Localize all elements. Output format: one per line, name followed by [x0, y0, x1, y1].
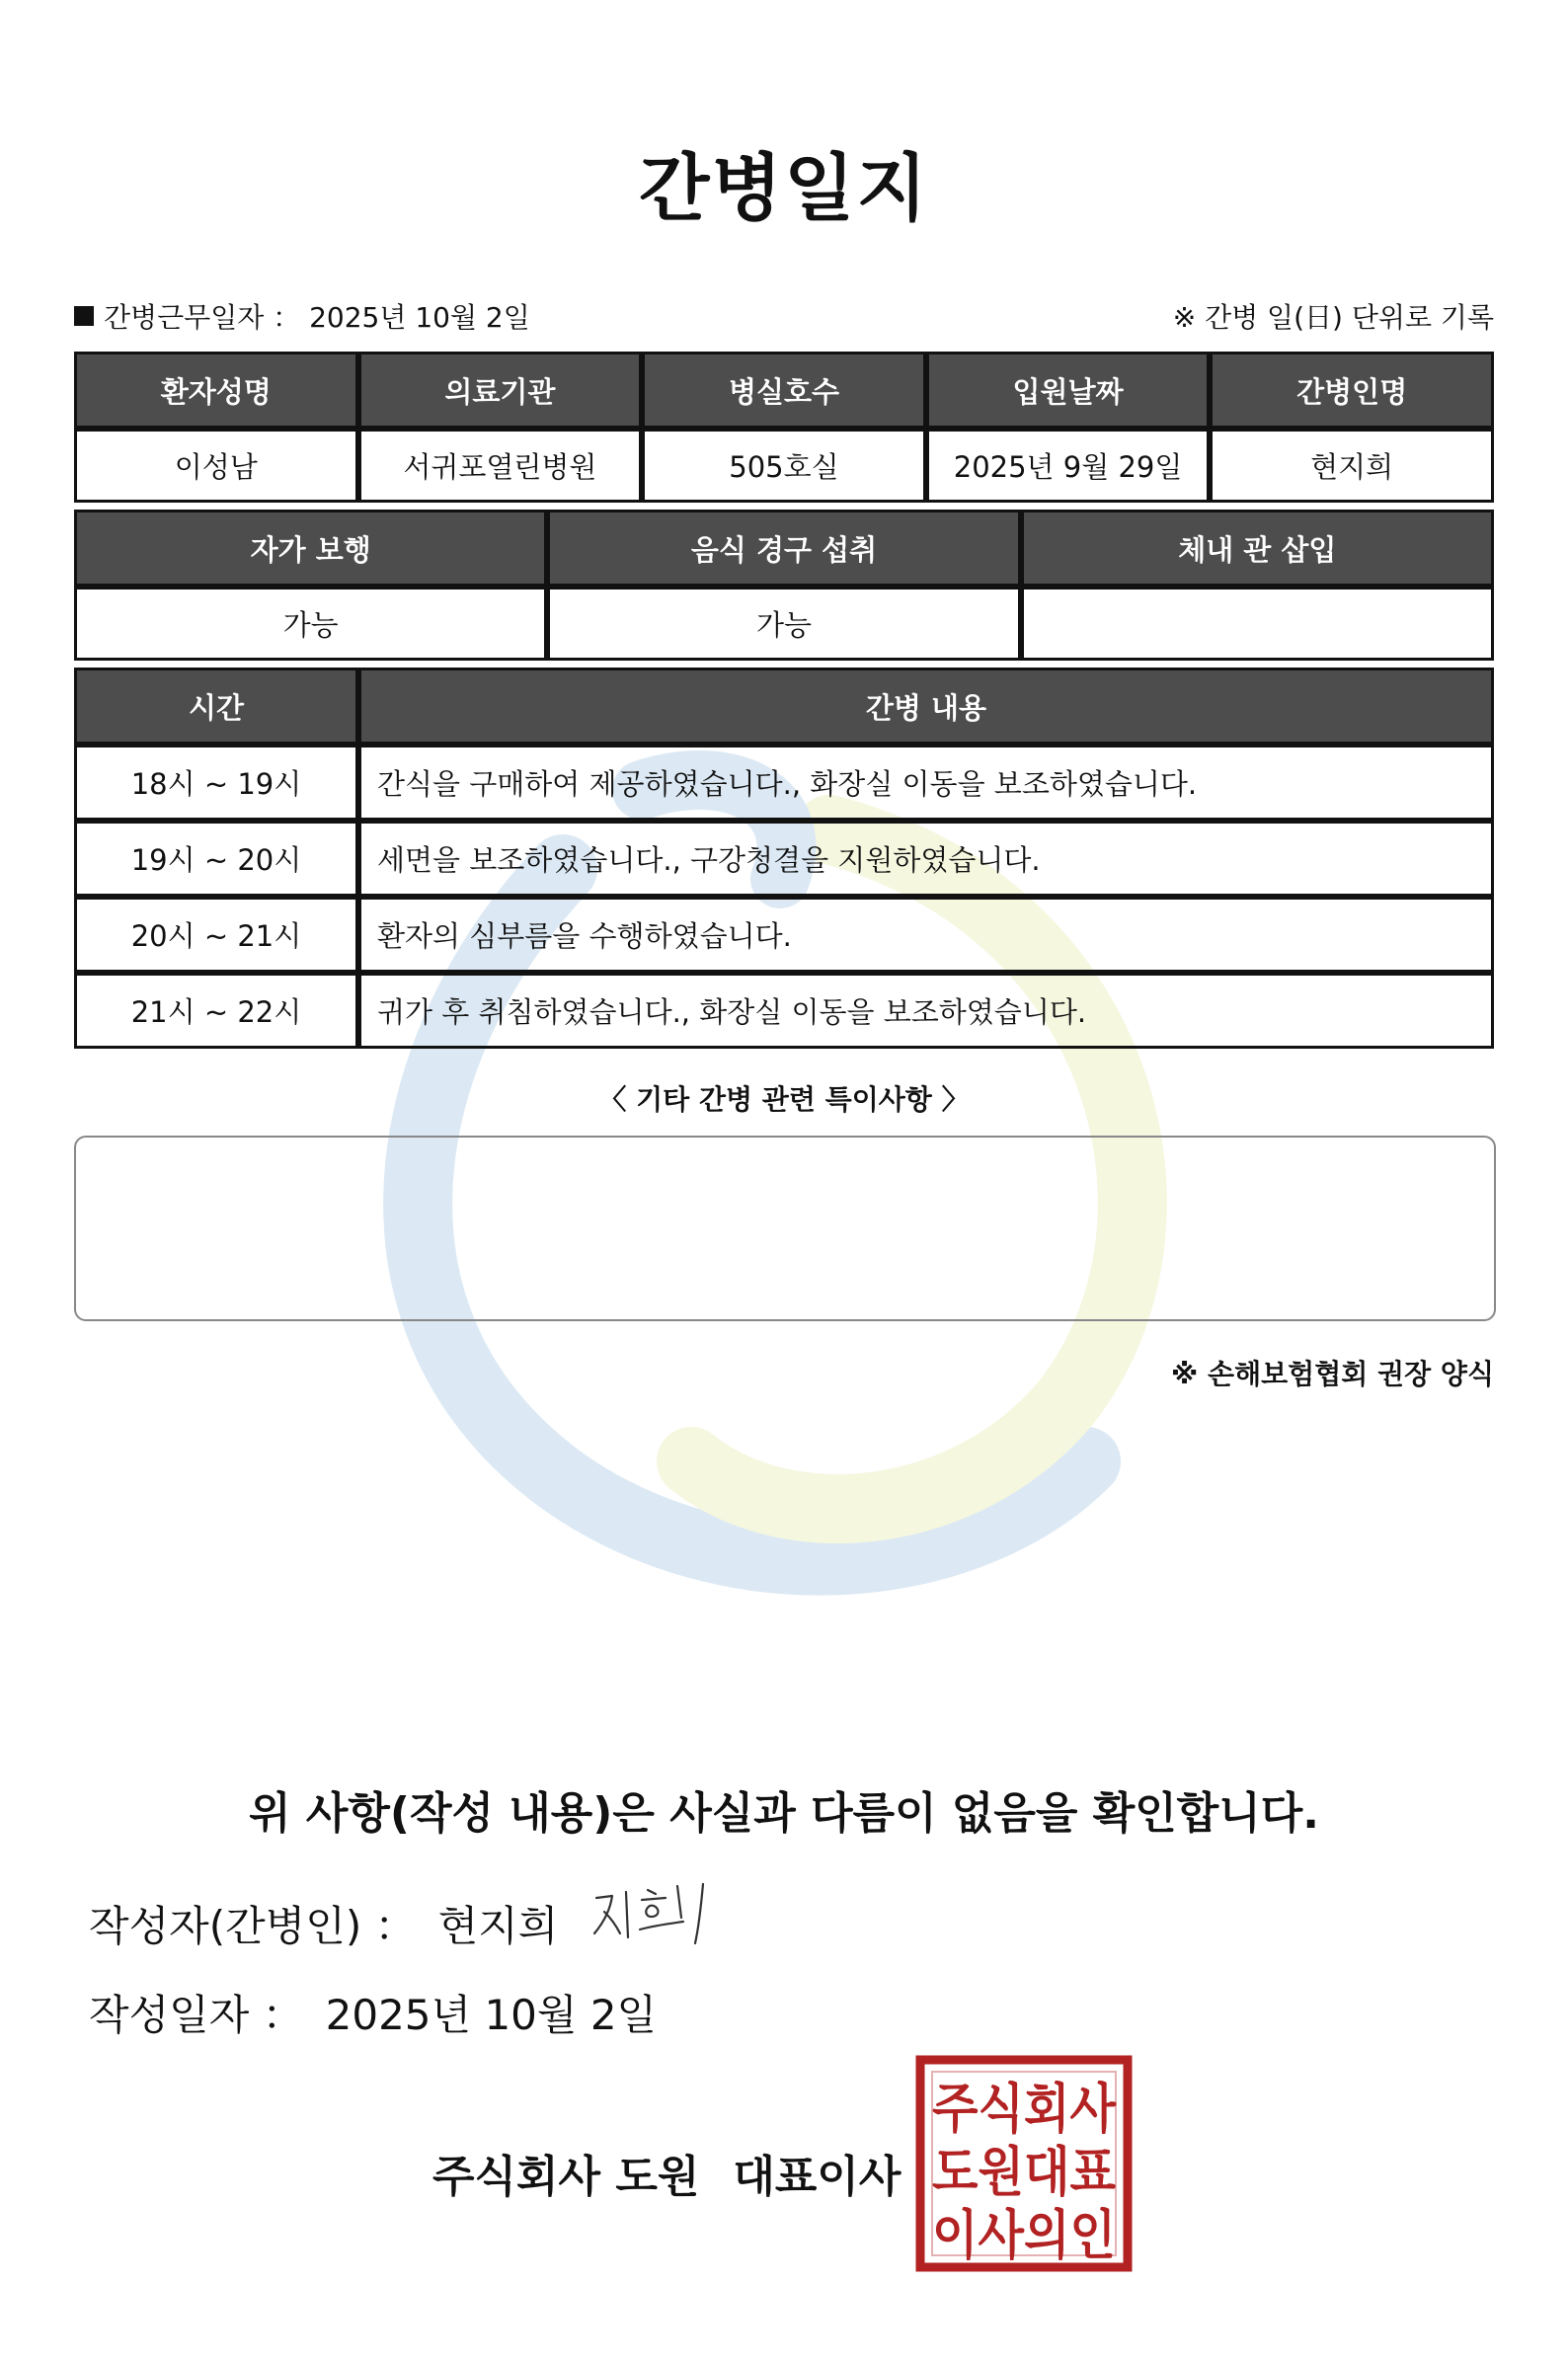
walking-status: 가능: [74, 587, 547, 661]
meta-row: [74, 296, 1494, 336]
notes-heading: 〈 기타 간병 관련 특이사항 〉: [598, 1083, 970, 1116]
tube-status: [1021, 587, 1494, 661]
header-time: 시간: [74, 668, 358, 745]
svg-text:도원대표: 도원대표: [932, 2141, 1116, 2203]
log-content: 세면을 보조하였습니다., 구강청결을 지원하였습니다.: [358, 821, 1494, 897]
patient-value-row: [74, 429, 1494, 503]
log-time: 21시 ~ 22시: [74, 973, 358, 1049]
square-bullet-icon: [74, 306, 94, 326]
caregiver-name: 현지희: [1210, 429, 1494, 503]
log-content: 간식을 구매하여 제공하였습니다., 화장실 이동을 보조하였습니다.: [358, 745, 1494, 821]
table-row: [74, 821, 1494, 897]
status-header-row: [74, 510, 1494, 587]
oral-intake-status: 가능: [547, 587, 1020, 661]
hospital: 서귀포열린병원: [358, 429, 643, 503]
care-log-header-row: [74, 668, 1494, 745]
company-name: 주식회사 도원: [432, 2152, 700, 2202]
written-date-value: 2025년 10월 2일: [325, 1991, 658, 2039]
table-row: [74, 745, 1494, 821]
patient-info-table: [74, 352, 1494, 503]
care-log-table: [74, 668, 1494, 1049]
svg-text:이사의인: 이사의인: [932, 2204, 1116, 2266]
log-time: 18시 ~ 19시: [74, 745, 358, 821]
writer-name: 현지희: [437, 1902, 559, 1950]
writer-label: 작성자(간병인) ：: [89, 1902, 417, 1950]
header-hospital: 의료기관: [358, 352, 643, 429]
written-date-line: [89, 1983, 657, 2042]
association-note: ※ 손해보험협회 권장 양식: [1171, 1358, 1494, 1390]
confirmation-statement: 위 사항(작성 내용)은 사실과 다름이 없음을 확인합니다.: [249, 1788, 1319, 1839]
header-admission-date: 입원날짜: [926, 352, 1211, 429]
work-date-label: 간병근무일자 ：: [104, 301, 301, 334]
admission-date: 2025년 9월 29일: [926, 429, 1211, 503]
company-signature-line: [432, 2141, 901, 2204]
table-row: [74, 897, 1494, 973]
work-date-value: 2025년 10월 2일: [309, 301, 530, 334]
status-value-row: [74, 587, 1494, 661]
header-walking: 자가 보행: [74, 510, 547, 587]
record-note: ※ 간병 일(日) 단위로 기록: [1172, 301, 1494, 334]
work-date: [74, 296, 530, 336]
document-title: 간병일지: [639, 146, 929, 231]
header-tube: 체내 관 삽입: [1021, 510, 1494, 587]
writer-line: [89, 1894, 558, 1953]
log-time: 20시 ~ 21시: [74, 897, 358, 973]
header-room: 병실호수: [642, 352, 926, 429]
handwritten-signature: [590, 1878, 741, 1949]
header-patient-name: 환자성명: [74, 352, 358, 429]
patient-header-row: [74, 352, 1494, 429]
header-care-content: 간병 내용: [358, 668, 1494, 745]
patient-name: 이성남: [74, 429, 358, 503]
header-oral-intake: 음식 경구 섭취: [547, 510, 1020, 587]
table-row: [74, 973, 1494, 1049]
header-caregiver: 간병인명: [1210, 352, 1494, 429]
written-date-label: 작성일자 ：: [89, 1991, 304, 2039]
log-content: 환자의 심부름을 수행하였습니다.: [358, 897, 1494, 973]
representative-title: 대표이사: [733, 2152, 902, 2202]
company-seal-stamp: [914, 2054, 1134, 2273]
log-time: 19시 ~ 20시: [74, 821, 358, 897]
room-number: 505호실: [642, 429, 926, 503]
log-content: 귀가 후 취침하였습니다., 화장실 이동을 보조하였습니다.: [358, 973, 1494, 1049]
status-table: [74, 510, 1494, 661]
svg-text:주식회사: 주식회사: [932, 2078, 1117, 2140]
notes-box: [74, 1136, 1496, 1321]
